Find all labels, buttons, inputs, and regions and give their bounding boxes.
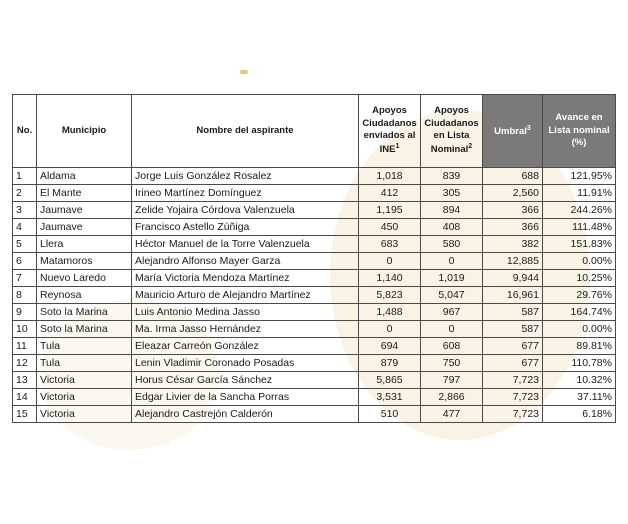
cell-lista: 477 bbox=[421, 406, 483, 423]
cell-no: 8 bbox=[13, 287, 37, 304]
header-umbral-label: Umbral bbox=[494, 125, 527, 137]
cell-avance: 111.48% bbox=[543, 219, 616, 236]
cell-lista: 1,019 bbox=[421, 270, 483, 287]
cell-avance: 244.26% bbox=[543, 202, 616, 219]
cell-avance: 151.83% bbox=[543, 236, 616, 253]
cell-enviados: 683 bbox=[359, 236, 421, 253]
cell-enviados: 0 bbox=[359, 253, 421, 270]
table-row bbox=[13, 253, 616, 270]
header-enviados-footnote: 1 bbox=[395, 143, 400, 151]
cell-umbral: 9,944 bbox=[483, 270, 543, 287]
cell-no: 14 bbox=[13, 389, 37, 406]
cell-nombre: Ma. Irma Jasso Hernández bbox=[132, 321, 359, 338]
cell-no: 10 bbox=[13, 321, 37, 338]
table-row bbox=[13, 321, 616, 338]
cell-nombre: Eleazar Carreón González bbox=[132, 338, 359, 355]
cell-nombre: Alejandro Alfonso Mayer Garza bbox=[132, 253, 359, 270]
cell-municipio: Jaumave bbox=[37, 202, 132, 219]
cell-nombre: Edgar Livier de la Sancha Porras bbox=[132, 389, 359, 406]
cell-enviados: 1,488 bbox=[359, 304, 421, 321]
table-row bbox=[13, 389, 616, 406]
cell-municipio: Reynosa bbox=[37, 287, 132, 304]
cell-umbral: 7,723 bbox=[483, 406, 543, 423]
cell-municipio: Matamoros bbox=[37, 253, 132, 270]
cell-nombre: Alejandro Castrejón Calderón bbox=[132, 406, 359, 423]
cell-municipio: Victoria bbox=[37, 389, 132, 406]
cell-lista: 608 bbox=[421, 338, 483, 355]
header-lista-label: Apoyos Ciudadanos en Lista Nominal bbox=[424, 105, 479, 156]
header-enviados bbox=[359, 95, 421, 168]
cell-nombre: Horus César García Sánchez bbox=[132, 372, 359, 389]
cell-umbral: 366 bbox=[483, 219, 543, 236]
cell-no: 5 bbox=[13, 236, 37, 253]
cell-nombre: Héctor Manuel de la Torre Valenzuela bbox=[132, 236, 359, 253]
header-umbral-footnote: 3 bbox=[526, 124, 531, 132]
cell-municipio: Jaumave bbox=[37, 219, 132, 236]
cell-lista: 5,047 bbox=[421, 287, 483, 304]
cell-lista: 894 bbox=[421, 202, 483, 219]
cell-nombre: Zelide Yojaira Córdova Valenzuela bbox=[132, 202, 359, 219]
cell-municipio: Victoria bbox=[37, 372, 132, 389]
cell-no: 13 bbox=[13, 372, 37, 389]
cell-municipio: Aldama bbox=[37, 168, 132, 185]
header-row bbox=[13, 95, 616, 168]
cell-no: 7 bbox=[13, 270, 37, 287]
cell-lista: 0 bbox=[421, 253, 483, 270]
cell-avance: 89.81% bbox=[543, 338, 616, 355]
cell-avance: 164.74% bbox=[543, 304, 616, 321]
table-body bbox=[13, 168, 616, 423]
cell-umbral: 587 bbox=[483, 321, 543, 338]
cell-enviados: 0 bbox=[359, 321, 421, 338]
cell-enviados: 1,018 bbox=[359, 168, 421, 185]
cell-municipio: Tula bbox=[37, 338, 132, 355]
cell-avance: 10.32% bbox=[543, 372, 616, 389]
cell-no: 12 bbox=[13, 355, 37, 372]
table-row bbox=[13, 168, 616, 185]
cell-enviados: 5,865 bbox=[359, 372, 421, 389]
cell-municipio: Soto la Marina bbox=[37, 321, 132, 338]
cell-lista: 839 bbox=[421, 168, 483, 185]
cell-lista: 750 bbox=[421, 355, 483, 372]
cell-enviados: 694 bbox=[359, 338, 421, 355]
cell-umbral: 382 bbox=[483, 236, 543, 253]
cell-umbral: 677 bbox=[483, 355, 543, 372]
table-row bbox=[13, 355, 616, 372]
cell-umbral: 7,723 bbox=[483, 372, 543, 389]
cell-enviados: 412 bbox=[359, 185, 421, 202]
header-municipio: Municipio bbox=[37, 95, 132, 168]
header-lista-footnote: 2 bbox=[468, 143, 473, 151]
cell-no: 11 bbox=[13, 338, 37, 355]
cell-avance: 0.00% bbox=[543, 321, 616, 338]
cell-no: 15 bbox=[13, 406, 37, 423]
cell-municipio: El Mante bbox=[37, 185, 132, 202]
table-row bbox=[13, 372, 616, 389]
cell-avance: 29.76% bbox=[543, 287, 616, 304]
cell-lista: 408 bbox=[421, 219, 483, 236]
cell-enviados: 1,195 bbox=[359, 202, 421, 219]
table-row bbox=[13, 270, 616, 287]
cell-no: 4 bbox=[13, 219, 37, 236]
cell-avance: 6.18% bbox=[543, 406, 616, 423]
cell-avance: 37.11% bbox=[543, 389, 616, 406]
header-lista bbox=[421, 95, 483, 168]
cell-avance: 11.91% bbox=[543, 185, 616, 202]
cell-municipio: Tula bbox=[37, 355, 132, 372]
header-avance: Avance en Lista nominal (%) bbox=[543, 95, 616, 168]
header-nombre: Nombre del aspirante bbox=[132, 95, 359, 168]
cell-lista: 305 bbox=[421, 185, 483, 202]
header-no: No. bbox=[13, 95, 37, 168]
cell-nombre: Jorge Luis González Rosalez bbox=[132, 168, 359, 185]
cell-no: 1 bbox=[13, 168, 37, 185]
cell-municipio: Victoria bbox=[37, 406, 132, 423]
cell-no: 6 bbox=[13, 253, 37, 270]
cell-municipio: Nuevo Laredo bbox=[37, 270, 132, 287]
cell-enviados: 879 bbox=[359, 355, 421, 372]
cell-avance: 0.00% bbox=[543, 253, 616, 270]
cell-avance: 121.95% bbox=[543, 168, 616, 185]
cell-nombre: Francisco Astello Zúñiga bbox=[132, 219, 359, 236]
header-umbral bbox=[483, 95, 543, 168]
cell-avance: 110.78% bbox=[543, 355, 616, 372]
cell-nombre: Mauricio Arturo de Alejandro Martínez bbox=[132, 287, 359, 304]
cell-enviados: 510 bbox=[359, 406, 421, 423]
cell-lista: 967 bbox=[421, 304, 483, 321]
cell-lista: 0 bbox=[421, 321, 483, 338]
cell-umbral: 2,560 bbox=[483, 185, 543, 202]
cell-lista: 797 bbox=[421, 372, 483, 389]
table-row bbox=[13, 304, 616, 321]
table-row bbox=[13, 236, 616, 253]
header-enviados-label: Apoyos Ciudadanos enviados al INE bbox=[362, 105, 417, 156]
cell-umbral: 587 bbox=[483, 304, 543, 321]
cell-nombre: Lenin Vladimir Coronado Posadas bbox=[132, 355, 359, 372]
cell-umbral: 688 bbox=[483, 168, 543, 185]
cell-lista: 2,866 bbox=[421, 389, 483, 406]
cell-enviados: 450 bbox=[359, 219, 421, 236]
cell-umbral: 7,723 bbox=[483, 389, 543, 406]
watermark-mark bbox=[240, 70, 248, 74]
cell-no: 3 bbox=[13, 202, 37, 219]
cell-no: 2 bbox=[13, 185, 37, 202]
table-row bbox=[13, 185, 616, 202]
cell-enviados: 1,140 bbox=[359, 270, 421, 287]
table-row bbox=[13, 406, 616, 423]
cell-umbral: 366 bbox=[483, 202, 543, 219]
table-row bbox=[13, 202, 616, 219]
cell-nombre: Irineo Martínez Domínguez bbox=[132, 185, 359, 202]
table-row bbox=[13, 219, 616, 236]
candidates-table bbox=[12, 94, 616, 423]
cell-umbral: 677 bbox=[483, 338, 543, 355]
table-row bbox=[13, 338, 616, 355]
table-row bbox=[13, 287, 616, 304]
cell-nombre: María Victoria Mendoza Martínez bbox=[132, 270, 359, 287]
cell-lista: 580 bbox=[421, 236, 483, 253]
cell-nombre: Luis Antonio Medina Jasso bbox=[132, 304, 359, 321]
cell-enviados: 5,823 bbox=[359, 287, 421, 304]
cell-municipio: Soto la Marina bbox=[37, 304, 132, 321]
cell-no: 9 bbox=[13, 304, 37, 321]
cell-avance: 10.25% bbox=[543, 270, 616, 287]
cell-municipio: Llera bbox=[37, 236, 132, 253]
cell-umbral: 12,885 bbox=[483, 253, 543, 270]
cell-enviados: 3,531 bbox=[359, 389, 421, 406]
cell-umbral: 16,961 bbox=[483, 287, 543, 304]
